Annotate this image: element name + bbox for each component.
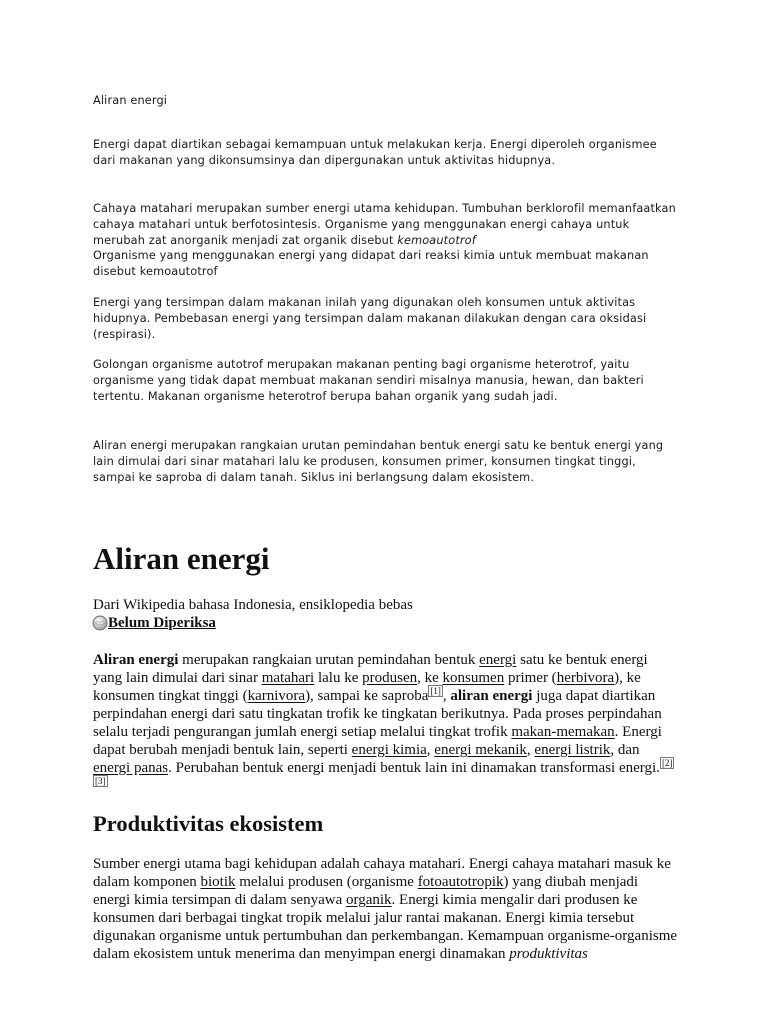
text-run: , — [442, 688, 451, 704]
wiki-link[interactable]: fotoautotropik — [417, 874, 504, 890]
text-run: . Energi kimia mengalir dari produsen ke konsumen dari berbagai tingkat tropik melalui jalur rantai makanan. Energi kimia tersebut digunakan organisme untuk pertumbuhan dan perkembangan. Kemampuan organisme-organisme dalam ekosistem untuk menerima dan menyimpan energi dinamakan — [93, 892, 678, 962]
text-run: juga dapat diartikan perpindahan energi dari satu tingkatan trofik ke tingkatan berikutnya. Pada proses perpindahan selalu terjadi pengurangan jumlah energi setiap melalui tingkat trofik — [93, 688, 662, 740]
wiki-link[interactable]: energi — [479, 652, 517, 668]
citation-link[interactable]: [1] — [430, 686, 441, 696]
text-run: melalui produsen (organisme — [235, 874, 418, 890]
text-run: lalu ke — [314, 670, 363, 686]
wiki-link[interactable]: energi listrik — [534, 742, 611, 758]
plain-paragraph-5: Aliran energi merupakan rangkaian urutan pemindahan bentuk energi satu ke bentuk energi yang lain dimulai dari sinar matahari lalu ke produsen, konsumen primer, konsumen tingkat tinggi, sampai ke saproba di dalam tanah. Siklus ini berlangsung dalam ekosistem. — [93, 439, 664, 484]
wiki-paragraph-2 — [93, 855, 678, 963]
text-run: ), sampai ke saproba — [305, 688, 429, 704]
text-run: , — [426, 742, 435, 758]
wiki-link[interactable]: organik — [345, 892, 392, 908]
citation-link[interactable]: [2] — [661, 758, 673, 768]
wiki-link[interactable]: energi mekanik — [434, 742, 527, 758]
text-run: Sumber energi utama bagi kehidupan adalah cahaya matahari. Energi cahaya matahari masuk ke dalam komponen — [93, 856, 671, 890]
wiki-link[interactable]: konsumen — [442, 670, 505, 686]
wiki-paragraph-1 — [93, 651, 678, 795]
plain-title: Aliran energi — [93, 94, 168, 107]
text-run: primer ( — [504, 670, 557, 686]
text-run: merupakan rangkaian urutan pemindahan bentuk — [178, 652, 480, 668]
wiki-link[interactable]: biotik — [200, 874, 236, 890]
plain-paragraph-2-text: Cahaya matahari merupakan sumber energi utama kehidupan. Tumbuhan berklorofil memanfaatkan cahaya matahari untuk berfotosintesis. Organisme yang menggunakan energi cahaya untuk merubah zat anorganik menjadi zat organik disebut — [93, 202, 676, 247]
wiki-link[interactable]: herbivora — [556, 670, 615, 686]
citation-link[interactable]: [3] — [95, 776, 106, 786]
text-run: . Energi dapat berubah menjadi bentuk lain, seperti — [93, 724, 662, 758]
section-heading: Produktivitas ekosistem — [93, 811, 324, 836]
plain-paragraph-4: Golongan organisme autotrof merupakan makanan penting bagi organisme heterotrof, yaitu organisme yang tidak dapat membuat makanan sendiri misalnya manusia, hewan, dan bakteri tertentu. Makanan organisme heterotrof berupa bahan organik yang sudah jadi. — [93, 358, 644, 403]
bold-text: Aliran energi — [93, 652, 179, 668]
text-run: , ke — [417, 670, 443, 686]
plain-paragraph-3: Energi yang tersimpan dalam makanan inilah yang digunakan oleh konsumen untuk aktivitas hidupnya. Pembebasan energi yang tersimpan dalam makanan dilakukan dengan cara oksidasi (respirasi). — [93, 296, 647, 341]
plain-paragraph-2 — [93, 201, 678, 280]
wiki-link[interactable]: matahari — [261, 670, 315, 686]
wiki-link[interactable]: energi panas — [93, 760, 169, 776]
wiki-heading: Aliran energi — [93, 541, 270, 576]
plain-paragraph-2-tail: Organisme yang menggunakan energi yang didapat dari reaksi kimia untuk membuat makanan disebut kemoautotrof — [93, 249, 649, 279]
text-run: , dan — [610, 742, 640, 758]
wiki-subtitle: Dari Wikipedia bahasa Indonesia, ensiklopedia bebas — [93, 597, 413, 613]
text-run: . Perubahan bentuk energi menjadi bentuk lain ini dinamakan transformasi energi. — [168, 760, 660, 776]
wiki-link[interactable]: makan-memakan — [511, 724, 615, 740]
italic-text: produktivitas — [509, 946, 588, 962]
wiki-link[interactable]: produsen — [362, 670, 418, 686]
review-status-badge[interactable] — [92, 614, 216, 632]
text-run: satu ke bentuk energi yang lain dimulai dari sinar — [93, 652, 648, 686]
text-run: ) yang diubah menjadi energi kimia tersimpan di dalam senyawa — [93, 874, 639, 908]
plain-paragraph-2-italic: kemoautotrof — [397, 233, 476, 247]
wiki-link[interactable]: energi kimia — [351, 742, 427, 758]
unreviewed-icon — [92, 615, 108, 631]
review-status-label[interactable]: Belum Diperiksa — [108, 615, 216, 631]
wiki-link[interactable]: karnivora — [247, 688, 306, 704]
plain-paragraph-1: Energi dapat diartikan sebagai kemampuan untuk melakukan kerja. Energi diperoleh organismee dari makanan yang dikonsumsinya dan dipergunakan untuk aktivitas hidupnya. — [93, 138, 657, 167]
text-run: ), ke konsumen tingkat tinggi ( — [93, 670, 641, 704]
text-run: , — [526, 742, 535, 758]
bold-text: aliran energi — [450, 688, 533, 704]
